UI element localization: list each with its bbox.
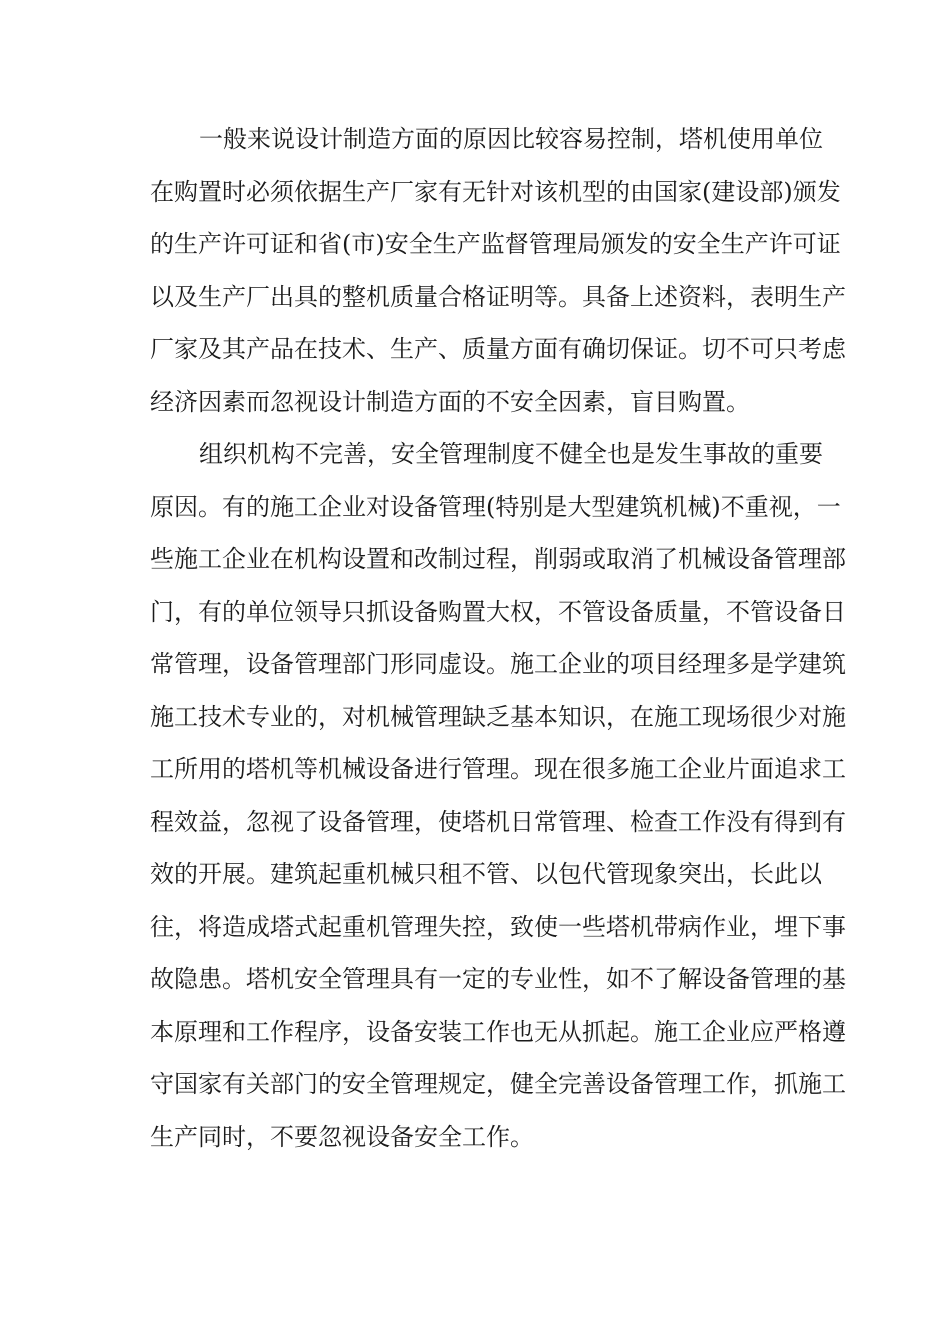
- text-line: 故隐患。塔机安全管理具有一定的专业性，如不了解设备管理的基: [150, 965, 846, 993]
- text-line: 施工技术专业的，对机械管理缺乏基本知识，在施工现场很少对施: [150, 702, 846, 731]
- text-line: 厂家及其产品在技术、生产、质量方面有确切保证。切不可只考虑: [150, 335, 846, 363]
- paragraph-2: [150, 428, 846, 1163]
- text-line: 组织机构不完善，安全管理制度不健全也是发生事故的重要: [199, 440, 823, 468]
- text-line: 程效益，忽视了设备管理，使塔机日常管理、检查工作没有得到有: [150, 807, 846, 836]
- text-line: 一般来说设计制造方面的原因比较容易控制，塔机使用单位: [199, 125, 823, 153]
- text-line: 经济因素而忽视设计制造方面的不安全因素，盲目购置。: [150, 387, 750, 416]
- paragraph-1: [150, 113, 846, 428]
- text-line: 常管理，设备管理部门形同虚设。施工企业的项目经理多是学建筑: [150, 650, 846, 678]
- text-line: 原因。有的施工企业对设备管理(特别是大型建筑机械)不重视，一: [150, 492, 841, 521]
- text-line: 门，有的单位领导只抓设备购置大权，不管设备质量，不管设备日: [150, 597, 846, 626]
- text-line: 些施工企业在机构设置和改制过程，削弱或取消了机械设备管理部: [150, 545, 846, 573]
- text-line: 生产同时，不要忽视设备安全工作。: [150, 1122, 534, 1151]
- text-line: 工所用的塔机等机械设备进行管理。现在很多施工企业片面追求工: [150, 755, 846, 783]
- text-line: 以及生产厂出具的整机质量合格证明等。具备上述资料，表明生产: [150, 282, 846, 311]
- text-line: 往，将造成塔式起重机管理失控，致使一些塔机带病作业，埋下事: [150, 912, 846, 941]
- text-line: 守国家有关部门的安全管理规定，健全完善设备管理工作，抓施工: [150, 1070, 846, 1098]
- text-line: 效的开展。建筑起重机械只租不管、以包代管现象突出，长此以: [150, 860, 822, 888]
- text-line: 在购置时必须依据生产厂家有无针对该机型的由国家(建设部)颁发: [150, 177, 841, 206]
- text-line: 的生产许可证和省(市)安全生产监督管理局颁发的安全生产许可证: [150, 230, 841, 258]
- document-body: [150, 113, 846, 1163]
- text-line: 本原理和工作程序，设备安装工作也无从抓起。施工企业应严格遵: [150, 1017, 846, 1046]
